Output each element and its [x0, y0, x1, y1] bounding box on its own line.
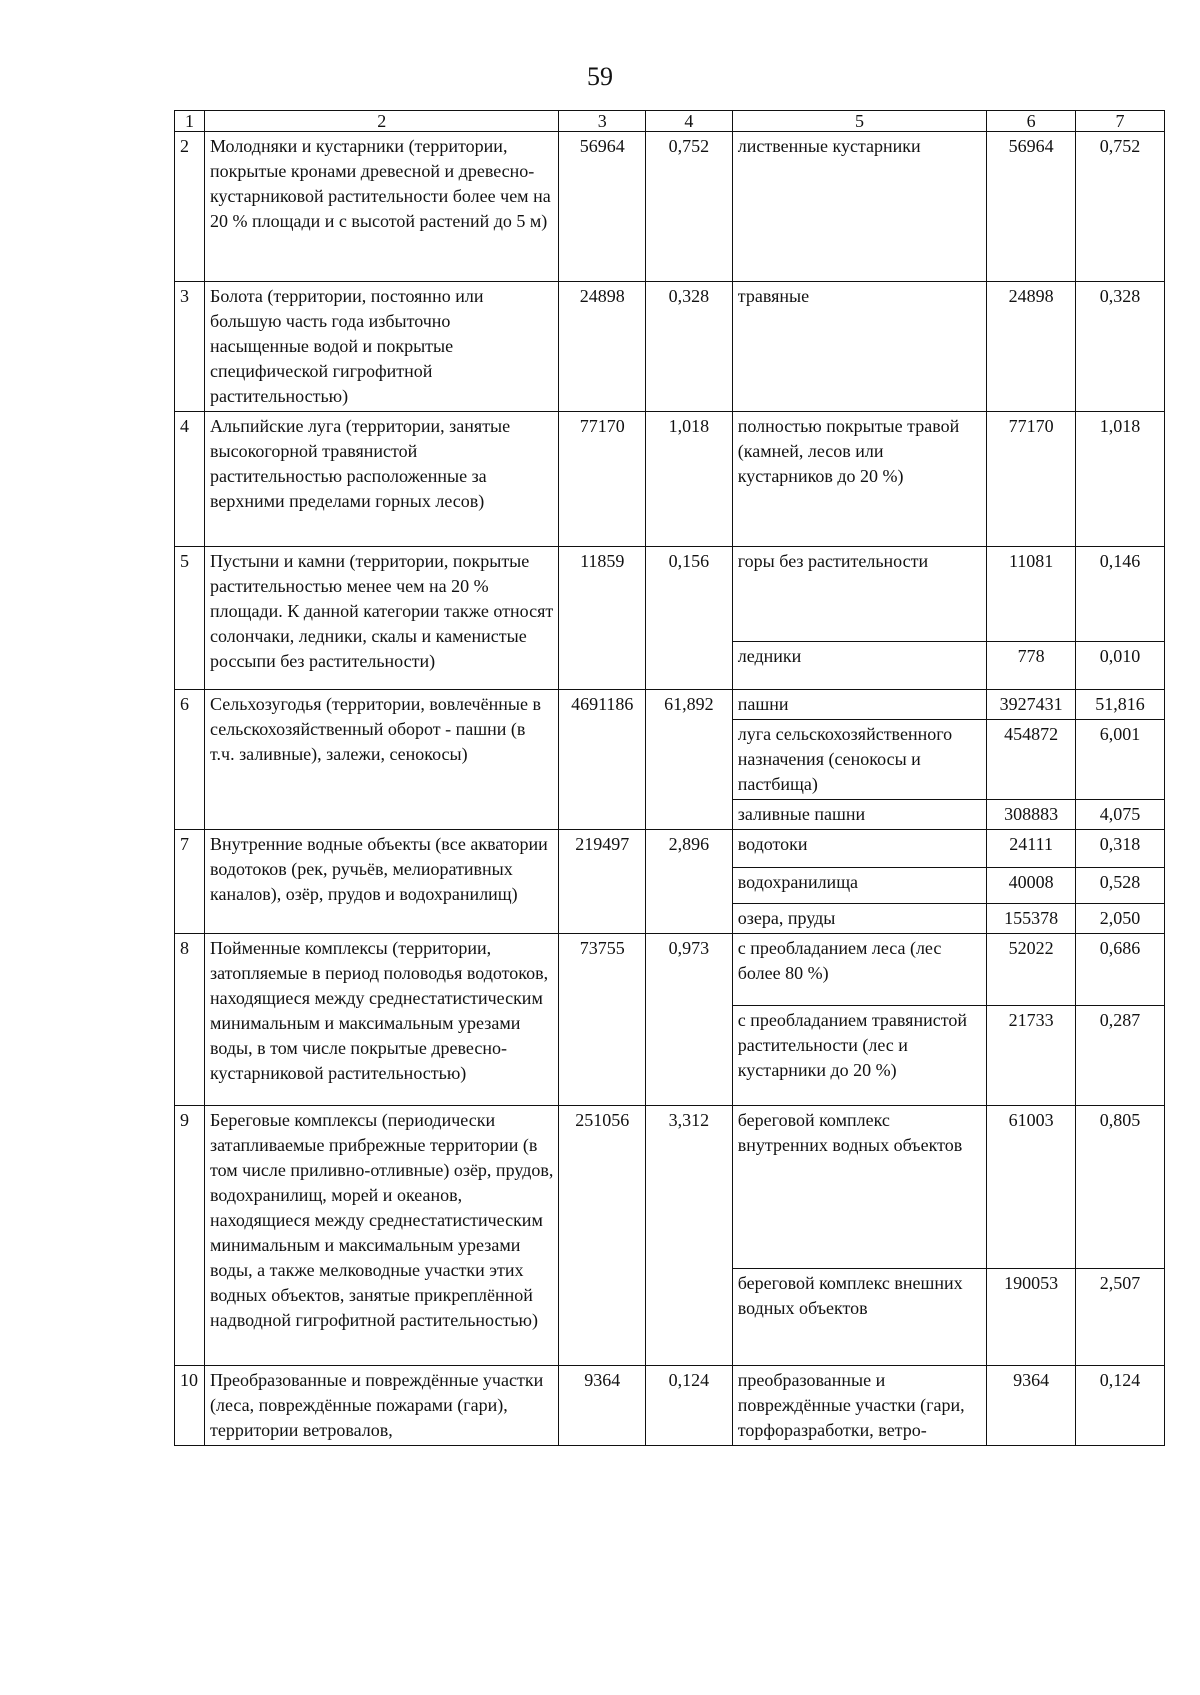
- row-number: 5: [175, 547, 205, 690]
- subcategory-area: 21733: [987, 1006, 1076, 1106]
- subcategory-area: 778: [987, 642, 1076, 690]
- table-row: [175, 690, 1165, 720]
- category-description: Болота (территории, постоянно или большую часть года избыточно насыщенные водой и покрытые специфической гигрофитной растительностью): [205, 282, 559, 412]
- subcategory-percent: 0,528: [1076, 868, 1165, 904]
- row-number: 4: [175, 412, 205, 547]
- subcategory-name: водохранилища: [732, 868, 986, 904]
- category-percent: 0,752: [646, 132, 733, 282]
- row-number: 6: [175, 690, 205, 830]
- subcategory-percent: 0,686: [1076, 934, 1165, 1006]
- category-area: 11859: [559, 547, 646, 690]
- category-description: Сельхозугодья (территории, вовлечённые в сельскохозяйственный оборот - пашни (в т.ч. заливные), залежи, сенокосы): [205, 690, 559, 830]
- subcategory-percent: 2,507: [1076, 1269, 1165, 1366]
- subcategory-name: заливные пашни: [732, 800, 986, 830]
- category-percent: 2,896: [646, 830, 733, 934]
- category-area: 77170: [559, 412, 646, 547]
- category-area: 73755: [559, 934, 646, 1106]
- table-row: [175, 934, 1165, 1006]
- subcategory-area: 3927431: [987, 690, 1076, 720]
- row-number: 2: [175, 132, 205, 282]
- subcategory-name: с преобладанием травянистой растительности (лес и кустарники до 20 %): [732, 1006, 986, 1106]
- subcategory-name: водотоки: [732, 830, 986, 868]
- subcategory-percent: 2,050: [1076, 904, 1165, 934]
- subcategory-name: береговой комплекс внутренних водных объектов: [732, 1106, 986, 1269]
- subcategory-percent: 51,816: [1076, 690, 1165, 720]
- table-row: [175, 830, 1165, 868]
- category-area: 219497: [559, 830, 646, 934]
- category-percent: 0,124: [646, 1366, 733, 1446]
- subcategory-area: 61003: [987, 1106, 1076, 1269]
- header-cell: 6: [987, 111, 1076, 132]
- table-row: [175, 132, 1165, 282]
- header-row: [175, 111, 1165, 132]
- subcategory-name: с преобладанием леса (лес более 80 %): [732, 934, 986, 1006]
- subcategory-area: 308883: [987, 800, 1076, 830]
- subcategory-name: травяные: [732, 282, 986, 412]
- header-cell: 1: [175, 111, 205, 132]
- subcategory-percent: 1,018: [1076, 412, 1165, 547]
- row-number: 9: [175, 1106, 205, 1366]
- page-number: 59: [587, 62, 613, 91]
- category-description: Пустыни и камни (территории, покрытые растительностью менее чем на 20 % площади. К данной категории также относят солончаки, ледники, скалы и каменистые россыпи без растительности): [205, 547, 559, 690]
- subcategory-percent: 0,287: [1076, 1006, 1165, 1106]
- table-row: [175, 547, 1165, 642]
- category-percent: 1,018: [646, 412, 733, 547]
- subcategory-name: береговой комплекс внешних водных объектов: [732, 1269, 986, 1366]
- subcategory-area: 77170: [987, 412, 1076, 547]
- subcategory-name: преобразованные и повреждённые участки (гари, торфоразработки, ветро-: [732, 1366, 986, 1446]
- subcategory-area: 56964: [987, 132, 1076, 282]
- category-area: 24898: [559, 282, 646, 412]
- subcategory-area: 24898: [987, 282, 1076, 412]
- subcategory-percent: 0,146: [1076, 547, 1165, 642]
- category-description: Береговые комплексы (периодически затапливаемые прибрежные территории (в том числе приливно-отливные) озёр, прудов, водохранилищ, морей и океанов, находящиеся между среднестатистическим минимальным и максимальным урезами воды, а также мелководные участки этих водных объектов, занятые прикреплённой надводной гигрофитной растительностью): [205, 1106, 559, 1366]
- header-cell: 7: [1076, 111, 1165, 132]
- header-cell: 4: [646, 111, 733, 132]
- subcategory-area: 9364: [987, 1366, 1076, 1446]
- subcategory-name: ледники: [732, 642, 986, 690]
- subcategory-area: 52022: [987, 934, 1076, 1006]
- header-cell: 3: [559, 111, 646, 132]
- table-row: [175, 282, 1165, 412]
- subcategory-name: озера, пруды: [732, 904, 986, 934]
- row-number: 8: [175, 934, 205, 1106]
- category-percent: 61,892: [646, 690, 733, 830]
- subcategory-name: горы без растительности: [732, 547, 986, 642]
- subcategory-percent: 0,318: [1076, 830, 1165, 868]
- category-percent: 0,328: [646, 282, 733, 412]
- category-description: Внутренние водные объекты (все акватории водотоков (рек, ручьёв, мелиоративных каналов), озёр, прудов и водохранилищ): [205, 830, 559, 934]
- category-description: Альпийские луга (территории, занятые высокогорной травянистой растительностью расположенные за верхними пределами горных лесов): [205, 412, 559, 547]
- category-area: 251056: [559, 1106, 646, 1366]
- category-description: Преобразованные и повреждённые участки (леса, повреждённые пожарами (гари), территории ветровалов,: [205, 1366, 559, 1446]
- subcategory-percent: 0,124: [1076, 1366, 1165, 1446]
- category-area: 9364: [559, 1366, 646, 1446]
- subcategory-area: 454872: [987, 720, 1076, 800]
- subcategory-percent: 0,328: [1076, 282, 1165, 412]
- row-number: 10: [175, 1366, 205, 1446]
- subcategory-area: 40008: [987, 868, 1076, 904]
- table-row: [175, 1366, 1165, 1446]
- category-description: Молодняки и кустарники (территории, покрытые кронами древесной и древесно-кустарниковой растительности более чем на 20 % площади и с высотой растений до 5 м): [205, 132, 559, 282]
- subcategory-area: 24111: [987, 830, 1076, 868]
- row-number: 7: [175, 830, 205, 934]
- table-row: [175, 412, 1165, 547]
- subcategory-percent: 4,075: [1076, 800, 1165, 830]
- category-area: 56964: [559, 132, 646, 282]
- category-percent: 0,973: [646, 934, 733, 1106]
- subcategory-name: полностью покрытые травой (камней, лесов или кустарников до 20 %): [732, 412, 986, 547]
- subcategory-area: 11081: [987, 547, 1076, 642]
- header-cell: 2: [205, 111, 559, 132]
- category-area: 4691186: [559, 690, 646, 830]
- subcategory-percent: 0,752: [1076, 132, 1165, 282]
- category-percent: 0,156: [646, 547, 733, 690]
- subcategory-percent: 0,805: [1076, 1106, 1165, 1269]
- subcategory-percent: 0,010: [1076, 642, 1165, 690]
- table-row: [175, 1106, 1165, 1269]
- category-percent: 3,312: [646, 1106, 733, 1366]
- land-cover-table: [174, 110, 1165, 1446]
- subcategory-name: луга сельскохозяйственного назначения (сенокосы и пастбища): [732, 720, 986, 800]
- header-cell: 5: [732, 111, 986, 132]
- subcategory-name: пашни: [732, 690, 986, 720]
- subcategory-area: 155378: [987, 904, 1076, 934]
- subcategory-percent: 6,001: [1076, 720, 1165, 800]
- subcategory-name: лиственные кустарники: [732, 132, 986, 282]
- subcategory-area: 190053: [987, 1269, 1076, 1366]
- row-number: 3: [175, 282, 205, 412]
- category-description: Пойменные комплексы (территории, затопляемые в период половодья водотоков, находящиеся между среднестатистическим минимальным и максимальным урезами воды, в том числе покрытые древесно-кустарниковой растительностью): [205, 934, 559, 1106]
